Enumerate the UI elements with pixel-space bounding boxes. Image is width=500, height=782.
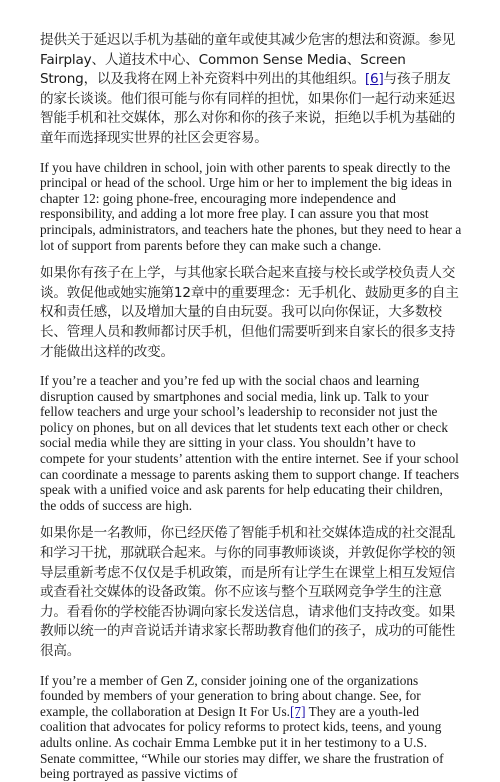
- paragraph-text: They are a youth-led coalition that advocates for policy reforms to protect kids, teens, and young adults online. As cochair Emma Lembke put it in her testimony to a U.S. Senate committee, “While our stories may differ, we share the frustration of being portrayed as passive victims of: [40, 703, 444, 782]
- paragraph-en-gen-z: [40, 673, 462, 782]
- paragraph-en-teachers: If you’re a teacher and you’re fed up with the social chaos and learning disruption caused by smartphones and social media, link up. Talk to your fellow teachers and urge your school’s leadership to reconsider not just the policy on phones, but on all devices that let students text each other or check social media while they are sitting in your class. You shouldn’t have to compete for your students’ attention with the entire internet. See if your school can coordinate a message to parents asking them to support change. If teachers speak with a unified voice and ask parents for help educating their children, the odds of success are high.: [40, 373, 460, 513]
- paragraph-text: 与孩子朋友的家长谈谈。他们很可能与你有同样的担忧，如果你们一起行动来延迟智能手机和社交媒体，那么对你和你的孩子来说，拒绝以手机为基础的童年而选择现实世界的社区会更容易。: [40, 71, 456, 146]
- paragraph-zh-schools: 如果你有孩子在上学，与其他家长联合起来直接与校长或学校负责人交谈。敦促他或她实施第12章中的重要理念：无手机化、鼓励更多的自主权和责任感，以及增加大量的自由玩耍。我可以向你保证，大多数校长、管理人员和教师都讨厌手机，但他们需要听到来自家长的很多支持才能做出这样的改变。: [40, 265, 459, 360]
- paragraph-text: 提供关于延迟以手机为基础的童年或使其减少危害的想法和资源。参见Fairplay、人道技术中心、Common Sense Media、Screen Strong，以及我将在网上补充资料中列出的其他组织。: [40, 32, 456, 88]
- footnote-link-6[interactable]: [6]: [364, 71, 384, 88]
- paragraph-text: If you’re a member of Gen Z, consider joining one of the organizations founded by members of your generation to bring about change. See, for example, the collaboration at Design It For Us.: [40, 672, 421, 719]
- paragraph-zh-resources: [40, 31, 462, 149]
- footnote-link-7[interactable]: [7]: [290, 703, 306, 719]
- paragraph-en-schools: If you have children in school, join with other parents to speak directly to the principal or head of the school. Urge him or her to implement the big ideas in chapter 12: going phone-free, encouraging more independence and responsibility, and adding a lot more free play. I can assure you that most principals, administrators, and teachers hate the phones, but they need to hear a lot of support from parents before they can make such a change.: [40, 159, 462, 253]
- paragraph-zh-teachers: 如果你是一名教师，你已经厌倦了智能手机和社交媒体造成的社交混乱和学习干扰，那就联合起来。与你的同事教师谈谈，并敦促你学校的领导层重新考虑不仅仅是手机政策，而是所有让学生在课堂上相互发短信或查看社交媒体的设备政策。你不应该与整个互联网竞争学生的注意力。看看你的学校能否协调向家长发送信息，请求他们支持改变。如果教师以统一的声音说话并请求家长帮助教育他们的孩子，成功的可能性很高。: [40, 525, 456, 659]
